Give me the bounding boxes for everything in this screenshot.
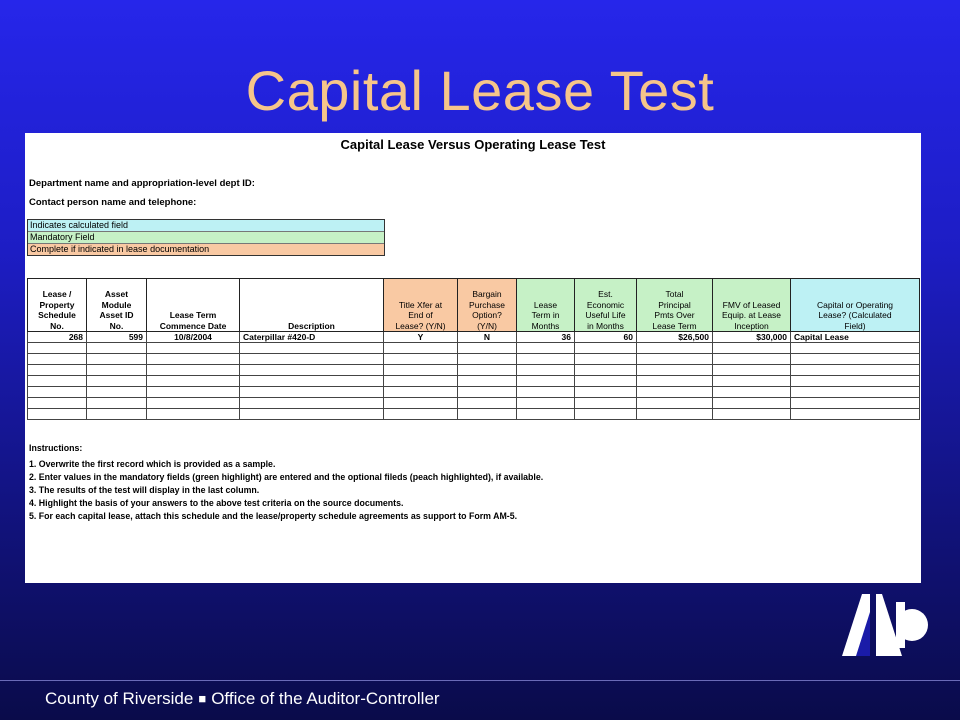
table-row <box>28 332 920 343</box>
col-header-principal: Total Principal Pmts Over Lease Term <box>637 279 713 332</box>
table-row-empty <box>28 365 920 376</box>
auditor-controller-logo-icon <box>840 592 930 658</box>
legend-calculated: Indicates calculated field <box>28 220 384 232</box>
lease-test-table <box>27 278 920 420</box>
color-legend <box>27 219 385 256</box>
col-header-description: Description <box>240 279 384 332</box>
cell-term: 36 <box>517 332 575 343</box>
instructions-block <box>29 443 543 523</box>
cell-title-xfer: Y <box>384 332 458 343</box>
instruction-line: 5. For each capital lease, attach this schedule and the lease/property schedule agreements as support to Form AM-5. <box>29 511 518 521</box>
department-label: Department name and appropriation-level dept ID: <box>29 178 255 189</box>
legend-optional: Complete if indicated in lease documentation <box>28 244 384 255</box>
spreadsheet-image <box>25 133 921 583</box>
table-row-empty <box>28 409 920 420</box>
cell-useful-life: 60 <box>575 332 637 343</box>
col-header-title-xfer: Title Xfer at End of Lease? (Y/N) <box>384 279 458 332</box>
instruction-line: 3. The results of the test will display in the last column. <box>29 485 260 495</box>
col-header-asset-id: Asset Module Asset ID No. <box>87 279 147 332</box>
sheet-heading: Capital Lease Versus Operating Lease Test <box>340 137 606 152</box>
col-header-schedule: Lease / Property Schedule No. <box>28 279 87 332</box>
cell-asset-id: 599 <box>87 332 147 343</box>
col-header-fmv: FMV of Leased Equip. at Lease Inception <box>713 279 791 332</box>
table-row-empty <box>28 376 920 387</box>
cell-commence-date: 10/8/2004 <box>147 332 240 343</box>
table-row-empty <box>28 354 920 365</box>
cell-description: Caterpillar #420-D <box>240 332 384 343</box>
cell-fmv: $30,000 <box>713 332 791 343</box>
col-header-useful-life: Est. Economic Useful Life in Months <box>575 279 637 332</box>
cell-result: Capital Lease <box>791 332 920 343</box>
footer-office: Office of the Auditor-Controller <box>211 689 440 708</box>
col-header-term: Lease Term in Months <box>517 279 575 332</box>
cell-schedule-no: 268 <box>28 332 87 343</box>
table-row-empty <box>28 387 920 398</box>
table-row-empty <box>28 398 920 409</box>
slide-title: Capital Lease Test <box>245 59 715 122</box>
contact-label: Contact person name and telephone: <box>29 197 197 208</box>
instructions-title: Instructions: <box>29 443 83 453</box>
col-header-result: Capital or Operating Lease? (Calculated Field) <box>791 279 920 332</box>
table-header-row <box>28 279 920 332</box>
instruction-line: 1. Overwrite the first record which is provided as a sample. <box>29 459 276 469</box>
footer-separator: ■ <box>198 691 207 706</box>
slide-footer <box>45 689 440 709</box>
col-header-bargain: Bargain Purchase Option? (Y/N) <box>458 279 517 332</box>
col-header-commence-date: Lease Term Commence Date <box>147 279 240 332</box>
footer-county: County of Riverside <box>45 689 194 708</box>
legend-mandatory: Mandatory Field <box>28 232 384 244</box>
instruction-line: 2. Enter values in the mandatory fields (green highlight) are entered and the optional fileds (peach highlighted), if available. <box>29 472 544 482</box>
table-row-empty <box>28 343 920 354</box>
footer-divider <box>0 680 960 681</box>
instruction-line: 4. Highlight the basis of your answers to the above test criteria on the source documents. <box>29 498 404 508</box>
cell-bargain: N <box>458 332 517 343</box>
cell-principal: $26,500 <box>637 332 713 343</box>
